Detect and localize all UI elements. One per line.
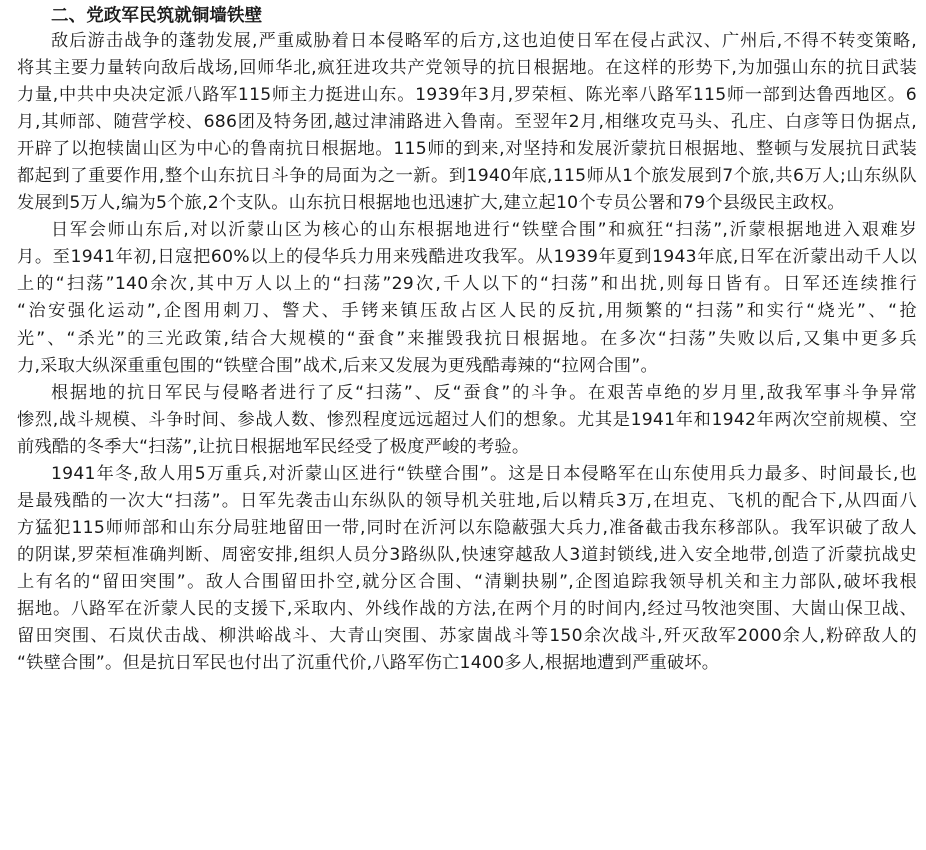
paragraph-line: 月。至1941年初,日寇把60%以上的侵华兵力用来残酷进攻我军。从1939年夏到1943年底,日军在沂蒙出动千人以 [17, 247, 917, 268]
article [17, 0, 917, 677]
paragraph-line: 根据地的抗日军民与侵略者进行了反“扫荡”、反“蚕食”的斗争。在艰苦卓绝的岁月里,敌我军事斗争异常 [51, 382, 917, 403]
paragraph-line: “治安强化运动”,企图用刺刀、警犬、手铐来镇压敌占区人民的反抗,用频繁的“扫荡”和实行“烧光”、“抢 [17, 301, 917, 322]
paragraph-line: 日军会师山东后,对以沂蒙山区为核心的山东根据地进行“铁壁合围”和疯狂“扫荡”,沂蒙根据地进入艰难岁 [51, 220, 917, 241]
paragraph-line: 力,采取大纵深重重包围的“铁壁合围”战术,后来又发展为更残酷毒辣的“拉网合围”。 [17, 355, 658, 376]
paragraph-line: 的阴谋,罗荣桓准确判断、周密安排,组织人员分3路纵队,快速穿越敌人3道封锁线,进入安全地带,创造了沂蒙抗战史 [17, 544, 917, 565]
paragraph-line: 上有名的“留田突围”。敌人合围留田扑空,就分区合围、“清剿抉剔”,企图追踪我领导机关和主力部队,破坏我根 [17, 571, 917, 592]
paragraph-line: 方猛犯115师师部和山东分局驻地留田一带,同时在沂河以东隐蔽强大兵力,准备截击我东移部队。我军识破了敌人 [17, 517, 917, 538]
paragraph-line: 发展到5万人,编为5个旅,2个支队。山东抗日根据地也迅速扩大,建立起10个专员公署和79个县级民主政权。 [17, 193, 845, 214]
paragraph-2 [17, 217, 917, 379]
section-heading: 二、党政军民筑就铜墙铁壁 [51, 6, 263, 26]
paragraph-line: 月,其师部、随营学校、686团及特务团,越过津浦路进入鲁南。至翌年2月,相继攻克马头、孔庄、白彦等日伪据点, [17, 112, 917, 133]
paragraph-line: 是最残酷的一次大“扫荡”。日军先袭击山东纵队的领导机关驻地,后以精兵3万,在坦克、飞机的配合下,从四面八 [17, 490, 917, 511]
paragraph-line: 惨烈,战斗规模、斗争时间、参战人数、惨烈程度远远超过人们的想象。尤其是1941年和1942年两次空前规模、空 [17, 409, 917, 430]
paragraph-line: 前残酷的冬季大“扫荡”,让抗日根据地军民经受了极度严峻的考验。 [17, 436, 530, 457]
paragraph-line: 上的“扫荡”140余次,其中万人以上的“扫荡”29次,千人以下的“扫荡”和出扰,则每日皆有。日军还连续推行 [17, 274, 917, 295]
paragraph-4 [17, 461, 917, 677]
paragraph-line: 1941年冬,敌人用5万重兵,对沂蒙山区进行“铁壁合围”。这是日本侵略军在山东使用兵力最多、时间最长,也 [51, 463, 917, 484]
paragraph-1 [17, 28, 917, 217]
paragraph-line: 留田突围、石岚伏击战、柳洪峪战斗、大青山突围、苏家崮战斗等150余次战斗,歼灭敌军2000余人,粉碎敌人的 [17, 626, 917, 647]
paragraph-line: 据地。八路军在沂蒙人民的支援下,采取内、外线作战的方法,在两个月的时间内,经过马牧池突围、大崮山保卫战、 [17, 598, 917, 619]
paragraph-line: 力量,中共中央决定派八路军115师主力挺进山东。1939年3月,罗荣桓、陈光率八路军115师一部到达鲁西地区。6 [17, 85, 917, 106]
paragraph-3 [17, 380, 917, 461]
paragraph-line: “铁壁合围”。但是抗日军民也付出了沉重代价,八路军伤亡1400多人,根据地遭到严重破坏。 [17, 653, 720, 674]
paragraph-line: 都起到了重要作用,整个山东抗日斗争的局面为之一新。到1940年底,115师从1个旅发展到7个旅,共6万人;山东纵队 [17, 166, 917, 187]
paragraph-line: 敌后游击战争的蓬勃发展,严重威胁着日本侵略军的后方,这也迫使日军在侵占武汉、广州后,不得不转变策略, [51, 31, 917, 51]
paragraph-line: 将其主要力量转向敌后战场,回师华北,疯狂进攻共产党领导的抗日根据地。在这样的形势下,为加强山东的抗日武装 [17, 58, 917, 79]
paragraph-line: 光”、“杀光”的三光政策,结合大规模的“蚕食”来摧毁我抗日根据地。在多次“扫荡”失败以后,又集中更多兵 [17, 328, 917, 349]
paragraph-line: 开辟了以抱犊崮山区为中心的鲁南抗日根据地。115师的到来,对坚持和发展沂蒙抗日根据地、整顿与发展抗日武装 [17, 139, 917, 160]
